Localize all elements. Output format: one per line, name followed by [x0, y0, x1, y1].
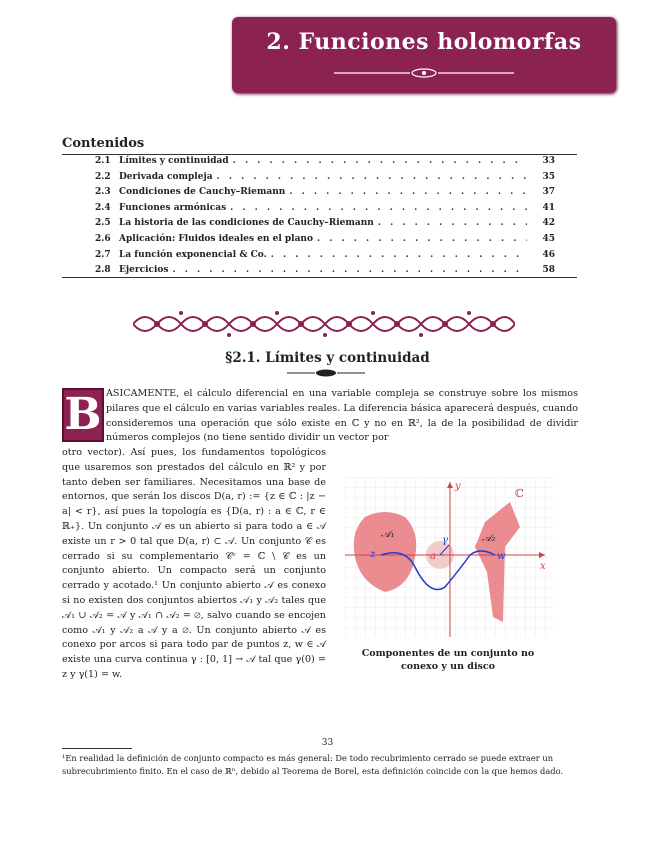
toc-leader-dots [289, 187, 527, 197]
dropcap: B [62, 388, 104, 442]
toc-item-title: Derivada compleja [119, 171, 213, 182]
toc-item-title: Condiciones de Cauchy–Riemann [119, 187, 286, 198]
toc-item-page: 41 [542, 202, 555, 213]
label-w: w [497, 551, 506, 562]
toc-item[interactable] [95, 187, 555, 203]
toc-item[interactable] [95, 250, 555, 266]
section-title: §2.1. Límites y continuidad [225, 350, 430, 366]
banner-ornament-icon [332, 67, 516, 79]
toc-item-page: 37 [542, 187, 555, 198]
toc-item-page: 46 [542, 249, 555, 260]
toc-item-title: Aplicación: Fluidos ideales en el plano [119, 233, 313, 244]
footnote: ¹En realidad la definición de conjunto compacto es más general: De todo recubrimiento cerrado se puede extraer un subrecubrimiento finito. En el caso de ℝⁿ, debido al Teorema de Borel, esta definición coincide con la que hemos dado. [62, 753, 564, 776]
toc-item-title: Ejercicios [119, 265, 169, 276]
toc-leader-dots [172, 265, 527, 275]
toc-item-number: 2.2 [95, 171, 111, 182]
toc-heading: Contenidos [62, 136, 145, 151]
label-complex-plane: ℂ [515, 487, 524, 500]
label-a: a [430, 551, 436, 562]
chapter-banner [232, 17, 616, 93]
toc-item-number: 2.3 [95, 187, 111, 198]
toc-item-number: 2.4 [95, 202, 111, 213]
toc-item-number: 2.7 [95, 249, 111, 260]
toc-item[interactable] [95, 156, 555, 172]
toc-item[interactable] [95, 265, 555, 281]
footnote-rule [62, 748, 132, 749]
toc-item-page: 42 [542, 218, 555, 229]
section-ornament-icon [287, 368, 365, 378]
toc-item-title: Límites y continuidad [119, 156, 229, 166]
chapter-title: 2. Funciones holomorfas [266, 29, 582, 55]
toc-item-number: 2.6 [95, 233, 111, 244]
intro-paragraph: ASICAMENTE, el cálculo diferencial en una variable compleja se construye sobre los mismos pilares que el cálculo en varias variables reales. La diferencia básica aparecerá después, cuando consideremos una operación que sólo existe en ℂ y no en ℝ², la de la posibilidad de dividir números complejos (no tiene sentido dividir un vector por [106, 388, 578, 444]
toc-item-page: 33 [542, 156, 555, 166]
body-paragraph: otro vector). Así pues, los fundamentos topológicos que usaremos son prestados del cálculo en ℝ² y por tanto deben ser familiares. Necesitamos una base de entornos, que serán los discos D(a, r) := {z ∈ ℂ : |z − a| < r}, así pues la topología es {D(a, r) : a ∈ ℂ, r ∈ ℝ₊}. Un conjunto 𝒜 es un abierto si para todo a ∈ 𝒜 existe un r > 0 tal que D(a, r) ⊂ 𝒜. Un conjunto 𝒞 es cerrado si su complementario 𝒞ᶜ = ℂ \ 𝒞 es un conjunto abierto. Un compacto será un conjunto cerrado y acotado.¹ Un conjunto abierto 𝒜 es conexo si no existen dos conjuntos abiertos 𝒜₁ y 𝒜₂ tales que 𝒜₁ ∪ 𝒜₂ = 𝒜 y 𝒜₁ ∩ 𝒜₂ = ∅, salvo cuando se encojen como 𝒜₁ y 𝒜₂ a 𝒜 y a ∅. Un conjunto abierto 𝒜 es conexo por arcos si para todo par de puntos z, w ∈ 𝒜 existe una curva continua γ : [0, 1] → 𝒜 tal que γ(0) = z y γ(1) = w. [62, 447, 326, 680]
page-number: 33 [321, 738, 334, 748]
toc-leader-dots [317, 234, 527, 244]
toc-item[interactable] [95, 172, 555, 188]
toc-rule-top [62, 154, 577, 155]
toc-leader-dots [217, 172, 527, 182]
toc-leader-dots [271, 250, 527, 260]
toc-item-page: 35 [542, 171, 555, 182]
toc-item-number: 2.8 [95, 265, 111, 276]
toc-item-title: Funciones armónicas [119, 202, 227, 213]
toc-item-number: 2.1 [95, 156, 111, 166]
toc-leader-dots [378, 218, 527, 228]
connected-sets-figure [345, 467, 555, 637]
toc-item[interactable] [95, 218, 555, 234]
figure-caption: Componentes de un conjunto no conexo y un disco [361, 648, 535, 672]
toc-leader-dots [233, 156, 527, 166]
toc-item[interactable] [95, 203, 555, 219]
toc-rule-bottom [62, 277, 577, 278]
label-y: y [455, 481, 461, 492]
label-x: x [540, 561, 546, 572]
toc-item-page: 58 [542, 265, 555, 276]
label-gamma: γ [442, 535, 448, 546]
toc-item-title: La función exponencial & Co. [119, 249, 267, 260]
label-a1: 𝒜₁ [381, 529, 395, 540]
floral-ornament-icon [133, 308, 515, 340]
toc-leader-dots [230, 203, 527, 213]
label-a2: 𝒜₂ [482, 533, 496, 544]
toc-item-number: 2.5 [95, 218, 111, 229]
toc-item-page: 45 [542, 233, 555, 244]
label-z: z [370, 549, 376, 560]
toc-item[interactable] [95, 234, 555, 250]
toc-list [95, 156, 555, 281]
toc-item-title: La historia de las condiciones de Cauchy–Riemann [119, 218, 374, 229]
